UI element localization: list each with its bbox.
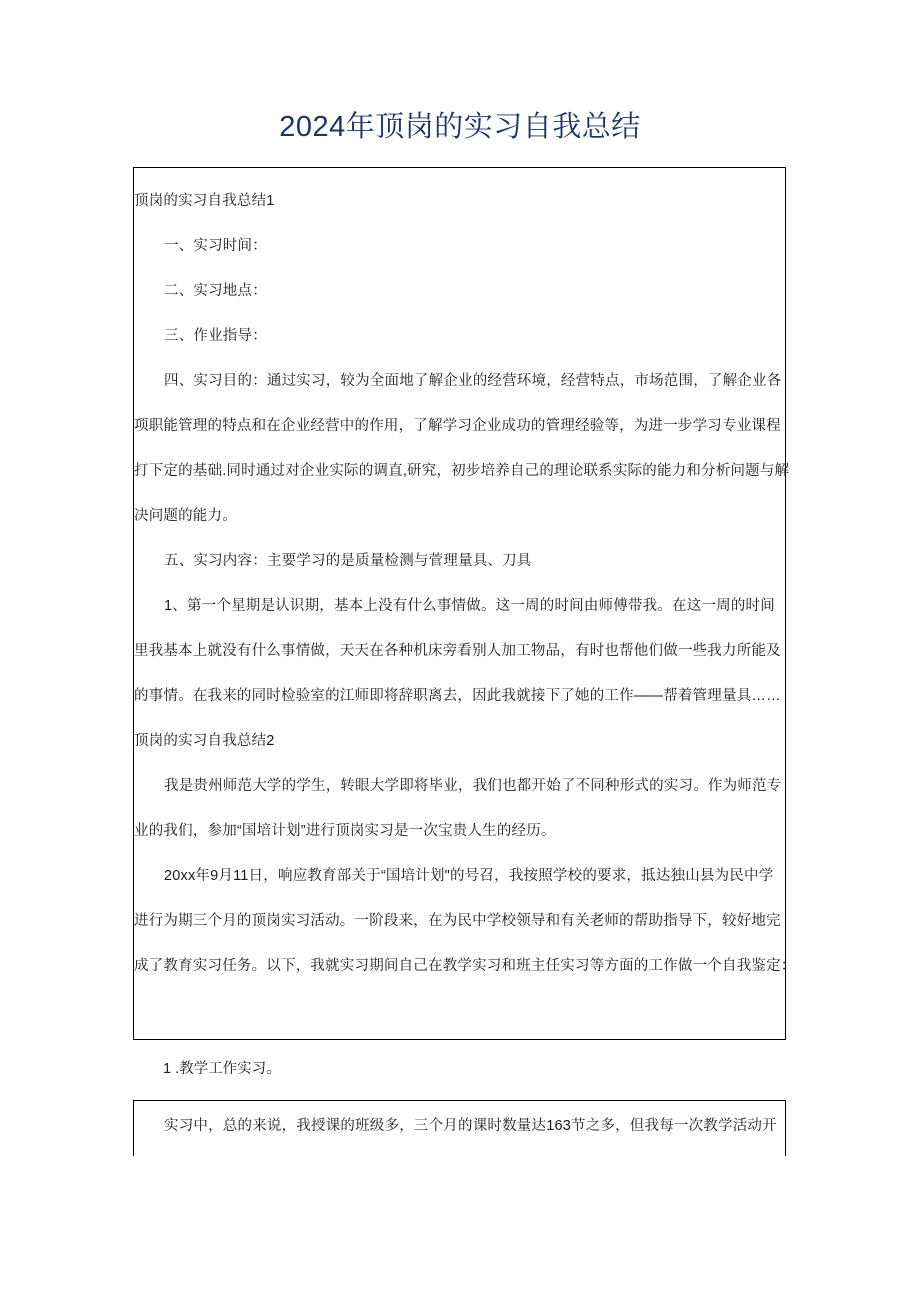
section-two-heading: 顶岗的实习自我总结2	[134, 733, 275, 749]
table-cell-primary	[134, 168, 796, 989]
section-two-paragraph-two-line-1: 20xx年9月11日，响应教育部关于“国培计划"的号召，我按照学校的要求，抵达独山县为民中学	[164, 868, 774, 884]
table-cell-secondary	[134, 1101, 785, 1151]
section-two-paragraph-two-line-3: 成了教育实习任务。以下，我就实习期间自己在教学实习和班主任实习等方面的工作做一个自我鉴定：	[134, 958, 796, 974]
section-one-item-one-line-2: 里我基本上就没有什么事情做，天天在各种机床旁看别人加工物品，有时也帮他们做一些我力所能及	[134, 643, 781, 659]
section-one-purpose-line-4: 决问题的能力。	[134, 508, 237, 524]
section-one-purpose-line-1: 四、实习目的：通过实习，较为全面地了解企业的经营环境，经营特点，市场范围，了解企业各	[164, 373, 782, 389]
section-two-paragraph-two-line-2: 进行为期三个月的顶岗实习活动。一阶段来，在为民中学校领导和有关老师的帮助指导下，较好地完	[134, 913, 781, 929]
page-title: 2024年顶岗的实习自我总结	[279, 111, 641, 143]
teaching-work-subheading: 1 .教学工作实习。	[163, 1061, 281, 1077]
section-two-paragraph-one-line-2: 业的我们，参加“国培计划”进行顶岗实习是一次宝贵人生的经历。	[134, 823, 556, 839]
section-one-item-one-line-3: 的事情。在我来的同时检验室的江师即将辞职离去，因此我就接下了她的工作——帮着管理量具……	[134, 688, 781, 704]
section-one-heading: 顶岗的实习自我总结1	[134, 193, 275, 209]
section-one-content-heading: 五、实习内容：主要学习的是质量检测与菅理量具、刀具	[164, 553, 532, 569]
section-one-purpose-line-2: 项职能管理的特点和在企业经营中的作用，了解学习企业成功的管理经验等，为进一步学习专业课程	[134, 418, 781, 434]
section-one-purpose-line-3: 打下定的基础.同时通过对企业实际的调直,研究，初步培养自己的理论联系实际的能力和分析问题与解	[134, 463, 790, 479]
content-table-secondary	[133, 1100, 786, 1156]
section-one-item-one-line-1: 1、第一个星期是认识期，基本上没有什么事情做。这一周的时间由师傅带我。在这一周的时间	[164, 598, 775, 614]
section-three-paragraph-line-1: 实习中，总的来说，我授课的班级多，三个月的课时数量达163节之多，但我每一次教学活动开	[164, 1118, 777, 1134]
section-two-paragraph-one-line-1: 我是贵州师范大学的学生，转眼大学即将毕业，我们也都开始了不同种形式的实习。作为师范专	[164, 778, 782, 794]
content-table-primary	[133, 167, 796, 1040]
section-one-item-3: 三、作业指导：	[164, 328, 267, 344]
section-one-item-1: 一、实习时间：	[164, 238, 267, 254]
section-one-item-2: 二、实习地点：	[164, 283, 267, 299]
